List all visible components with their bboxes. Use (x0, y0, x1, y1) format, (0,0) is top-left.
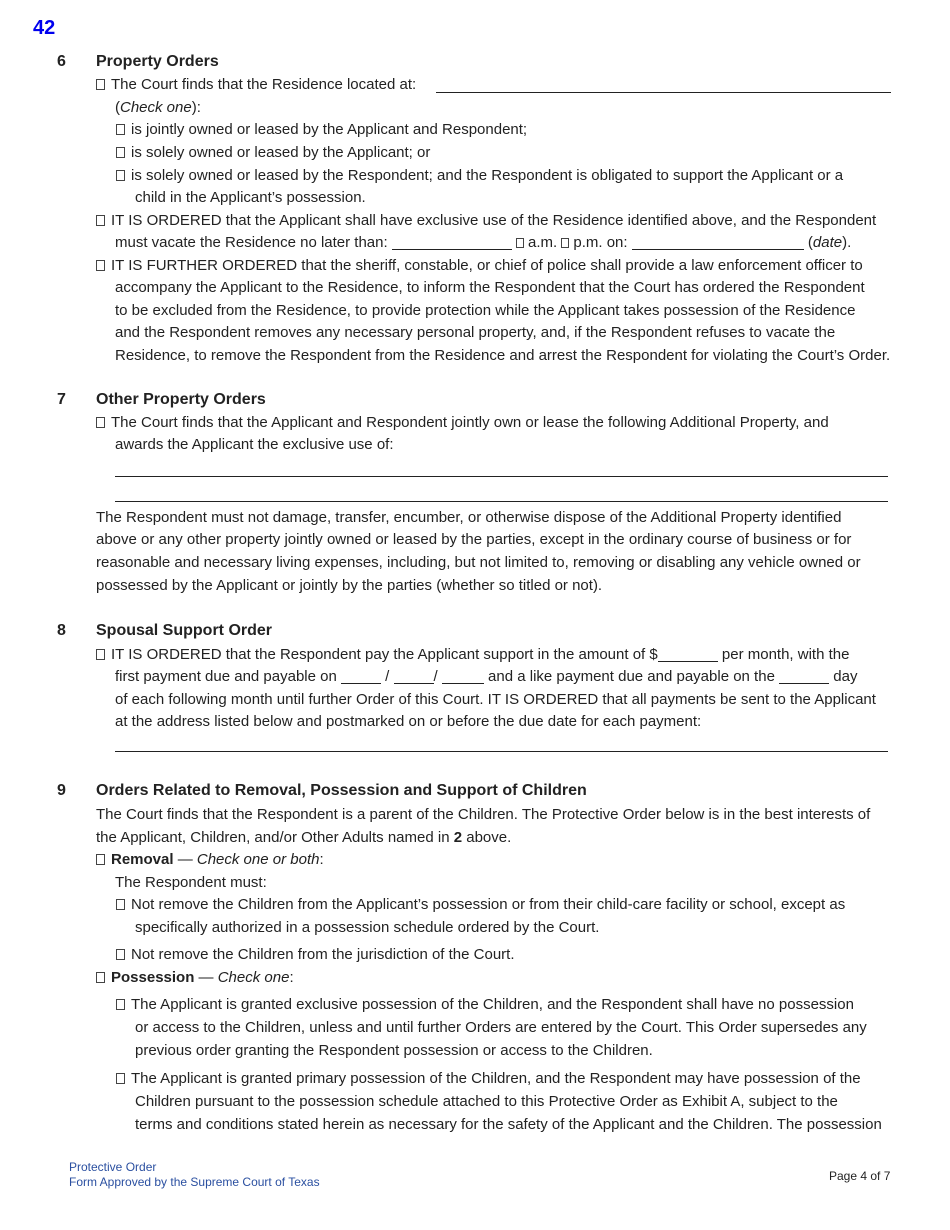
property-restriction-text: above or any other property jointly owned or leased by the parties, except in the ordinary course of business or for (96, 531, 852, 548)
payment-day-field[interactable] (394, 669, 434, 684)
footer-approval: Form Approved by the Supreme Court of Texas (69, 1175, 320, 1189)
payment-year-field[interactable] (442, 669, 484, 684)
property-restriction-text: possessed by the Applicant or jointly by the parties (whether so titled or not). (96, 577, 603, 594)
vacate-time-field[interactable] (392, 235, 512, 250)
section-title: Other Property Orders (96, 391, 266, 408)
joint-checkbox[interactable] (116, 124, 125, 135)
possession-exclusive-text: or access to the Children, unless and until further Orders are entered by the Court. This Order supersedes any (135, 1019, 867, 1036)
section-property-orders (57, 53, 907, 373)
possession-exclusive-text: previous order granting the Respondent possession or access to the Children. (135, 1042, 653, 1059)
ownership-option-respondent-cont: child in the Applicant’s possession. (135, 189, 366, 206)
section-number: 8 (57, 622, 66, 639)
section-spousal-support (57, 622, 907, 762)
not-remove-jurisdiction-checkbox[interactable] (116, 949, 125, 960)
exclusive-use-checkbox[interactable] (96, 215, 105, 226)
possession-checkbox[interactable] (96, 972, 105, 983)
further-ordered-text: and the Respondent removes any necessary personal property, and, if the Respondent refuses to vacate the (115, 324, 836, 341)
ownership-option-applicant: is solely owned or leased by the Applicant; or (116, 144, 430, 162)
not-remove-possession-checkbox[interactable] (116, 899, 125, 910)
support-text: of each following month until further Order of this Court. IT IS ORDERED that all payments be sent to the Applicant (115, 691, 876, 708)
children-intro: The Court finds that the Respondent is a parent of the Children. The Protective Order below is in the best interests of (96, 806, 871, 823)
possession-option-primary: The Applicant is granted primary possession of the Children, and the Respondent may have possession of the (116, 1070, 861, 1088)
page-number: 42 (33, 17, 56, 39)
first-payment-line: first payment due and payable on / / and a like payment due and payable on the day (115, 668, 858, 685)
children-intro-cont: the Applicant, Children, and/or Other Adults named in 2 above. (96, 829, 512, 846)
spousal-support-checkbox[interactable] (96, 649, 105, 660)
further-ordered-checkbox[interactable] (96, 260, 105, 271)
possession-line: Possession — Check one: (96, 969, 294, 987)
am-checkbox[interactable] (516, 238, 524, 248)
further-ordered-text: Residence, to remove the Respondent from the Residence and arrest the Respondent for violating the Court’s Order. (115, 347, 891, 364)
monthly-due-day-field[interactable] (779, 669, 829, 684)
further-ordered-text: accompany the Applicant to the Residence, to inform the Respondent that the Court has ordered the Respondent (115, 279, 865, 296)
vacate-line: must vacate the Residence no later than: a.m. p.m. on: (date). (115, 234, 852, 251)
section-title: Orders Related to Removal, Possession and Support of Children (96, 782, 587, 799)
support-amount-field[interactable] (658, 647, 718, 662)
support-amount-line: IT IS ORDERED that the Respondent pay the Applicant support in the amount of $ per month, with the (96, 646, 849, 664)
pm-checkbox[interactable] (561, 238, 569, 248)
check-one-note: (Check one): (115, 99, 201, 116)
additional-property-field[interactable] (115, 501, 888, 502)
section-number: 7 (57, 391, 66, 408)
further-ordered-text: to be excluded from the Residence, to provide protection while the Applicant takes possession of the Residence (115, 302, 856, 319)
footer-form-name: Protective Order (69, 1160, 157, 1174)
applicant-checkbox[interactable] (116, 147, 125, 158)
possession-primary-text: Children pursuant to the possession schedule attached to this Protective Order as Exhibit A, subject to the (135, 1093, 838, 1110)
ownership-option-respondent: is solely owned or leased by the Respondent; and the Respondent is obligated to support the Applicant or a (116, 167, 843, 185)
property-restriction-text: The Respondent must not damage, transfer, encumber, or otherwise dispose of the Additional Property identified (96, 509, 842, 526)
removal-line: Removal — Check one or both: (96, 851, 324, 869)
possession-option-exclusive: The Applicant is granted exclusive possession of the Children, and the Respondent shall have no possession (116, 996, 854, 1014)
exclusive-use-line: IT IS ORDERED that the Applicant shall have exclusive use of the Residence identified above, and the Respondent (96, 212, 876, 230)
possession-primary-text: terms and conditions stated herein as necessary for the safety of the Applicant and the Children. The possession (135, 1116, 882, 1133)
footer-form-info (69, 1160, 320, 1190)
additional-property-cont: awards the Applicant the exclusive use of: (115, 436, 394, 453)
additional-property-field[interactable] (115, 476, 888, 477)
ownership-option-joint: is jointly owned or leased by the Applicant and Respondent; (116, 121, 527, 139)
section-number: 6 (57, 53, 66, 70)
residence-line: The Court finds that the Residence located at: (96, 76, 416, 94)
residence-checkbox[interactable] (96, 79, 105, 90)
vacate-date-field[interactable] (632, 235, 804, 250)
section-title: Spousal Support Order (96, 622, 273, 639)
respondent-must: The Respondent must: (115, 874, 267, 891)
section-title: Property Orders (96, 53, 219, 70)
exclusive-possession-checkbox[interactable] (116, 999, 125, 1010)
removal-option-possession: Not remove the Children from the Applicant’s possession or from their child-care facility or school, except as (116, 896, 845, 914)
additional-property-checkbox[interactable] (96, 417, 105, 428)
residence-address-field[interactable] (436, 92, 891, 93)
section-number: 9 (57, 782, 66, 799)
further-ordered-line: IT IS FURTHER ORDERED that the sheriff, constable, or chief of police shall provide a law enforcement officer to (96, 257, 863, 275)
removal-option-possession-cont: specifically authorized in a possession schedule ordered by the Court. (135, 919, 600, 936)
additional-property-line: The Court finds that the Applicant and Respondent jointly own or lease the following Additional Property, and (96, 414, 829, 432)
primary-possession-checkbox[interactable] (116, 1073, 125, 1084)
removal-option-jurisdiction: Not remove the Children from the jurisdiction of the Court. (116, 946, 515, 964)
section-other-property-orders (57, 391, 907, 601)
respondent-checkbox[interactable] (116, 170, 125, 181)
support-text: at the address listed below and postmarked on or before the due date for each payment: (115, 713, 702, 730)
footer-page-indicator: Page 4 of 7 (829, 1169, 891, 1183)
payment-month-field[interactable] (341, 669, 381, 684)
section-children-orders (57, 782, 907, 1142)
removal-checkbox[interactable] (96, 854, 105, 865)
payment-address-field[interactable] (115, 751, 888, 752)
property-restriction-text: reasonable and necessary living expenses, including, but not limited to, removing or disabling any vehicle owned or (96, 554, 861, 571)
